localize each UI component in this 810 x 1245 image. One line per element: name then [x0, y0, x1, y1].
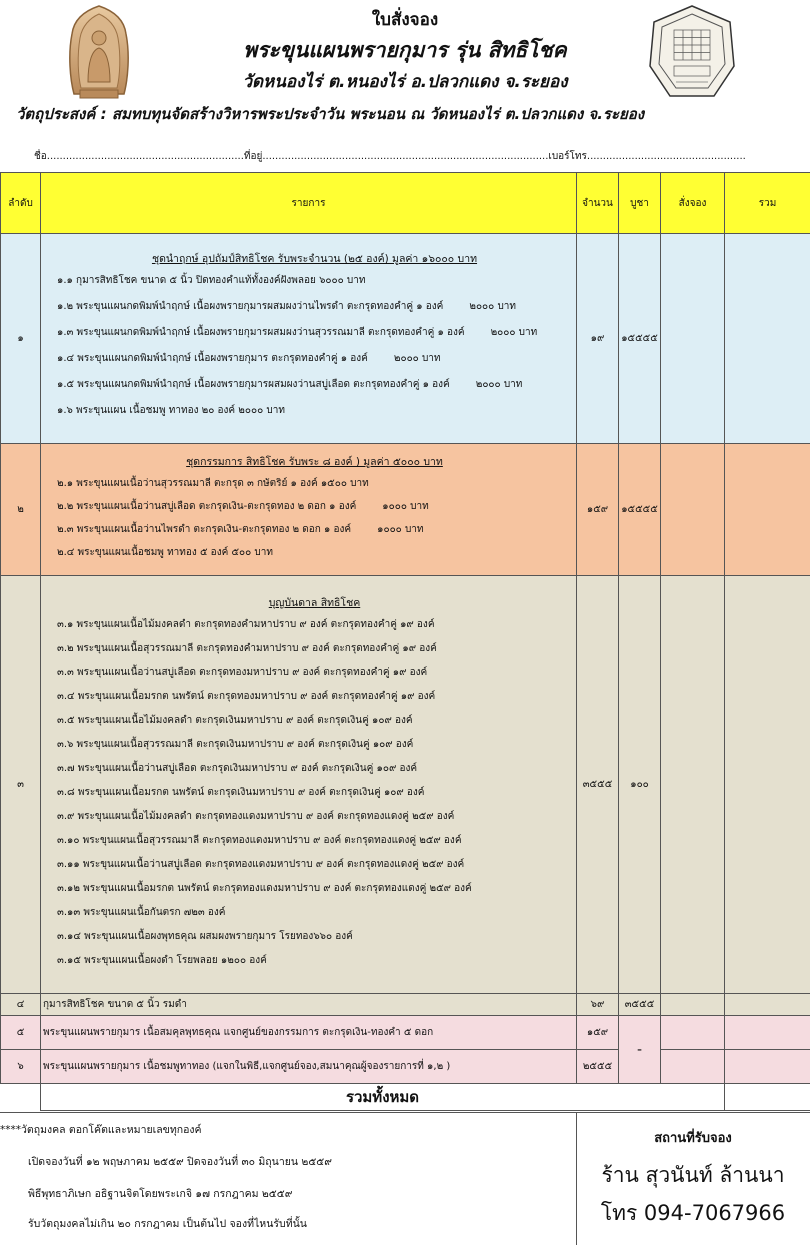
grand-total-label: รวมทั้งหมด: [41, 1084, 725, 1111]
item-text: ๓.๗ พระขุนแผนเนื้อว่านสบู่เลือด ตะกรุดเงินมหาปราบ ๙ องค์ ตะกรุดเงินคู่ ๑๐๙ องค์: [57, 761, 417, 776]
item-text: ๒.๑ พระขุนแผนเนื้อว่านสุวรรณมาลี ตะกรุด ๓ กษัตริย์ ๑ องค์ ๑๕๐๐ บาท: [57, 476, 369, 491]
item-line: [57, 299, 572, 314]
header-total: รวม: [725, 173, 810, 234]
total-cell[interactable]: [725, 234, 810, 444]
quantity-cell: ๑๙: [577, 234, 619, 444]
item-text: ๓.๓ พระขุนแผนเนื้อว่านสบู่เลือด ตะกรุดทองมหาปราบ ๙ องค์ ตะกรุดทองคำคู่ ๑๙ องค์: [57, 665, 427, 680]
item-text: ๓.๑๑ พระขุนแผนเนื้อว่านสบู่เลือด ตะกรุดทองแดงมหาปราบ ๙ องค์ ตะกรุดทองแดงคู่ ๒๕๙ องค์: [57, 857, 464, 872]
item-text: ๒.๓ พระขุนแผนเนื้อว่านไพรดำ ตะกรุดเงิน-ตะกรุดทอง ๒ ดอก ๑ องค์: [57, 522, 351, 537]
item-price: ๒๐๐๐ บาท: [469, 299, 516, 314]
reserve-cell[interactable]: [661, 1016, 725, 1050]
item-text: ๓.๑๕ พระขุนแผนเนื้อผงดำ โรยพลอย ๑๒๐๐ องค์: [57, 953, 267, 968]
row-number: ๑: [1, 234, 41, 444]
section-title: ชุดนำฤกษ์ อุปถัมป์สิทธิโชค รับพระจำนวน (๒๕ องค์) มูลค่า ๑๖๐๐๐ บาท: [57, 250, 572, 267]
notes-panel: [0, 1113, 577, 1245]
section-items: [41, 588, 576, 981]
item-line: [57, 665, 572, 680]
item-line: [57, 761, 572, 776]
row-number: ๓: [1, 576, 41, 994]
item-line: [57, 273, 572, 288]
table-header-row: [1, 173, 810, 234]
item-price: ๑๐๐๐ บาท: [382, 499, 428, 514]
shop-name: ร้าน สุวนันท์ ล้านนา: [576, 1159, 810, 1192]
place-title: สถานที่รับจอง: [576, 1127, 810, 1148]
section-title: ชุดกรรมการ สิทธิโชค รับพระ ๘ องค์ ) มูลค่า ๕๐๐๐ บาท: [57, 453, 572, 470]
reserve-cell[interactable]: [661, 1050, 725, 1084]
item-text: ๒.๔ พระขุนแผนเนื้อชมพู ทาทอง ๕ องค์ ๕๐๐ บาท: [57, 545, 273, 560]
item-text: ๑.๖ พระขุนแผน เนื้อชมพู ทาทอง ๒๐ องค์ ๒๐๐๐ บาท: [57, 403, 285, 418]
item-line: [57, 833, 572, 848]
reserve-cell[interactable]: [661, 234, 725, 444]
item-text: ๒.๒ พระขุนแผนเนื้อว่านสบู่เลือด ตะกรุดเงิน-ตะกรุดทอง ๒ ดอก ๑ องค์: [57, 499, 356, 514]
item-text: ๓.๕ พระขุนแผนเนื้อไม้มงคลดำ ตะกรุดเงินมหาปราบ ๙ องค์ ตะกรุดเงินคู่ ๑๐๙ องค์: [57, 713, 413, 728]
table-row: [1, 1050, 810, 1084]
form-header: [0, 0, 810, 140]
item-text: ๓.๑๐ พระขุนแผนเนื้อสุวรรณมาลี ตะกรุดทองแดงมหาปราบ ๙ องค์ ตะกรุดทองแดงคู่ ๒๕๙ องค์: [57, 833, 462, 848]
note-line: เปิดจองวันที่ ๑๒ พฤษภาคม ๒๕๕๙ ปิดจองวันที่ ๓๐ มิถุนายน ๒๕๕๙: [28, 1153, 332, 1170]
item-line: [57, 785, 572, 800]
row-number: ๔: [1, 994, 41, 1016]
section-title: บุญบันดาล สิทธิโชค: [57, 594, 572, 611]
item-price: ๒๐๐๐ บาท: [491, 325, 538, 340]
item-line: [57, 545, 572, 560]
item-line: [57, 905, 572, 920]
price-cell: ๑๕๕๕๕: [619, 444, 661, 576]
item-text: ๑.๓ พระขุนแผนกดพิมพ์นำฤกษ์ เนื้อผงพรายกุมารผสมผงว่านสุวรรณมาลี ตะกรุดทองคำคู่ ๑ องค์: [57, 325, 465, 340]
header-price: บูชา: [619, 173, 661, 234]
purpose-line: วัตถุประสงค์ : สมทบทุนจัดสร้างวิหารพระประจำวัน พระนอน ณ วัดหนองไร่ ต.ปลวกแดง จ.ระยอง: [16, 102, 644, 126]
item-line: [57, 617, 572, 632]
item-line: [57, 689, 572, 704]
item-price: ๒๐๐๐ บาท: [476, 377, 523, 392]
section-items: [41, 244, 576, 433]
item-text: ๓.๘ พระขุนแผนเนื้อมรกต นพรัตน์ ตะกรุดเงินมหาปราบ ๙ องค์ ตะกรุดเงินคู่ ๑๐๙ องค์: [57, 785, 424, 800]
item-text: ๑.๔ พระขุนแผนกดพิมพ์นำฤกษ์ เนื้อผงพรายกุมาร ตะกรุดทองคำคู่ ๑ องค์: [57, 351, 368, 366]
reserve-cell[interactable]: [661, 994, 725, 1016]
order-table: [0, 172, 810, 1111]
total-cell[interactable]: [725, 576, 810, 994]
row-number: ๖: [1, 1050, 41, 1084]
quantity-cell: ๒๕๕๕: [577, 1050, 619, 1084]
note-line: รับวัตถุมงคลไม่เกิน ๒๐ กรกฎาคม เป็นต้นไป จองที่ไหนรับที่นั้น: [28, 1215, 307, 1232]
section-items: [41, 447, 576, 572]
quantity-cell: ๑๕๙: [577, 444, 619, 576]
table-row: [1, 994, 810, 1016]
item-line: [57, 403, 572, 418]
row-number: ๕: [1, 1016, 41, 1050]
item-text: ๓.๑๓ พระขุนแผนเนื้อกันตรก ๗๒๓ องค์: [57, 905, 225, 920]
reserve-cell[interactable]: [661, 576, 725, 994]
quantity-cell: ๓๕๕๕: [577, 576, 619, 994]
item-text: พระขุนแผนพรายกุมาร เนื้อชมพูทาทอง (แจกในพิธี,แจกศูนย์จอง,สมนาคุณผู้จองรายการที่ ๑,๒ ): [41, 1050, 577, 1084]
item-text: ๑.๑ กุมารสิทธิโชค ขนาด ๕ นิ้ว ปิดทองคำแท้ทั้งองค์ฝังพลอย ๖๐๐๐ บาท: [57, 273, 365, 288]
item-price: ๒๐๐๐ บาท: [394, 351, 441, 366]
amulet-series-title: พระขุนแผนพรายกุมาร รุ่น สิทธิโชค: [0, 34, 810, 67]
total-cell[interactable]: [725, 1016, 810, 1050]
item-price: ๑๐๐๐ บาท: [377, 522, 423, 537]
total-cell[interactable]: [725, 444, 810, 576]
item-line: [57, 476, 572, 491]
phone-number: โทร 094-7067966: [576, 1197, 810, 1230]
item-line: [57, 351, 572, 366]
item-text: ๓.๒ พระขุนแผนเนื้อสุวรรณมาลี ตะกรุดทองคำมหาปราบ ๙ องค์ ตะกรุดทองคำคู่ ๑๙ องค์: [57, 641, 437, 656]
price-cell: ๑๕๕๕๕: [619, 234, 661, 444]
item-line: [57, 881, 572, 896]
row-number: ๒: [1, 444, 41, 576]
item-line: [57, 499, 572, 514]
quantity-cell: ๑๕๙: [577, 1016, 619, 1050]
total-cell[interactable]: [725, 994, 810, 1016]
grand-total-row: [1, 1084, 810, 1111]
item-text: ๓.๑ พระขุนแผนเนื้อไม้มงคลดำ ตะกรุดทองคำมหาปราบ ๙ องค์ ตะกรุดทองคำคู่ ๑๙ องค์: [57, 617, 435, 632]
item-line: [57, 857, 572, 872]
header-item: รายการ: [41, 173, 577, 234]
item-line: [57, 641, 572, 656]
item-text: กุมารสิทธิโชค ขนาด ๕ นิ้ว รมดำ: [41, 994, 577, 1016]
header-reserve: สั่งจอง: [661, 173, 725, 234]
item-line: [57, 929, 572, 944]
item-text: พระขุนแผนพรายกุมาร เนื้อสมคุลพุทธคุณ แจกศูนย์ของกรรมการ ตะกรุดเงิน-ทองคำ ๕ ดอก: [41, 1016, 577, 1050]
note-line: ****วัตถุมงคล ตอกโค๊ตและหมายเลขทุกองค์: [0, 1121, 202, 1138]
reservation-place-panel: [576, 1113, 810, 1245]
item-line: [57, 809, 572, 824]
table-row: [1, 444, 810, 576]
item-text: ๑.๒ พระขุนแผนกดพิมพ์นำฤกษ์ เนื้อผงพรายกุมารผสมผงว่านไพรดำ ตะกรุดทองคำคู่ ๑ องค์: [57, 299, 443, 314]
table-row: [1, 576, 810, 994]
item-line: [57, 377, 572, 392]
header-quantity: จำนวน: [577, 173, 619, 234]
form-footer: [0, 1112, 810, 1245]
item-text: ๓.๖ พระขุนแผนเนื้อสุวรรณมาลี ตะกรุดเงินมหาปราบ ๙ องค์ ตะกรุดเงินคู่ ๑๐๙ องค์: [57, 737, 413, 752]
item-line: [57, 737, 572, 752]
price-cell: ๓๕๕๕: [619, 994, 661, 1016]
customer-info-line[interactable]: ชื่อ..............................................................ที่อยู่..........................................................................................เบอร์โทร..................................................: [34, 149, 810, 164]
item-line: [57, 522, 572, 537]
note-line: พิธีพุทธาภิเษก อธิฐานจิตโดยพระเกจิ ๑๗ กรกฎาคม ๒๕๕๙: [28, 1185, 292, 1202]
table-row: [1, 234, 810, 444]
item-text: ๑.๕ พระขุนแผนกดพิมพ์นำฤกษ์ เนื้อผงพรายกุมารผสมผงว่านสบู่เลือด ตะกรุดทองคำคู่ ๑ องค์: [57, 377, 450, 392]
price-cell: -: [619, 1016, 661, 1084]
item-text: ๓.๙ พระขุนแผนเนื้อไม้มงคลดำ ตะกรุดทองแดงมหาปราบ ๙ องค์ ตะกรุดทองแดงคู่ ๒๕๙ องค์: [57, 809, 454, 824]
form-title: ใบสั่งจอง: [0, 6, 810, 33]
quantity-cell: ๖๙: [577, 994, 619, 1016]
item-text: ๓.๔ พระขุนแผนเนื้อมรกต นพรัตน์ ตะกรุดทองมหาปราบ ๙ องค์ ตะกรุดทองคำคู่ ๑๙ องค์: [57, 689, 435, 704]
grand-total-value[interactable]: [725, 1084, 810, 1111]
item-text: ๓.๑๔ พระขุนแผนเนื้อผงพุทธคุณ ผสมผงพรายกุมาร โรยทอง๖๖๐ องค์: [57, 929, 353, 944]
table-row: [1, 1016, 810, 1050]
price-cell: ๑๐๐: [619, 576, 661, 994]
item-line: [57, 713, 572, 728]
header-order-no: ลำดับ: [1, 173, 41, 234]
item-text: ๓.๑๒ พระขุนแผนเนื้อมรกต นพรัตน์ ตะกรุดทองแดงมหาปราบ ๙ องค์ ตะกรุดทองแดงคู่ ๒๕๙ องค์: [57, 881, 472, 896]
total-cell[interactable]: [725, 1050, 810, 1084]
item-line: [57, 953, 572, 968]
reserve-cell[interactable]: [661, 444, 725, 576]
item-line: [57, 325, 572, 340]
temple-address: วัดหนองไร่ ต.หนองไร่ อ.ปลวกแดง จ.ระยอง: [0, 68, 810, 95]
